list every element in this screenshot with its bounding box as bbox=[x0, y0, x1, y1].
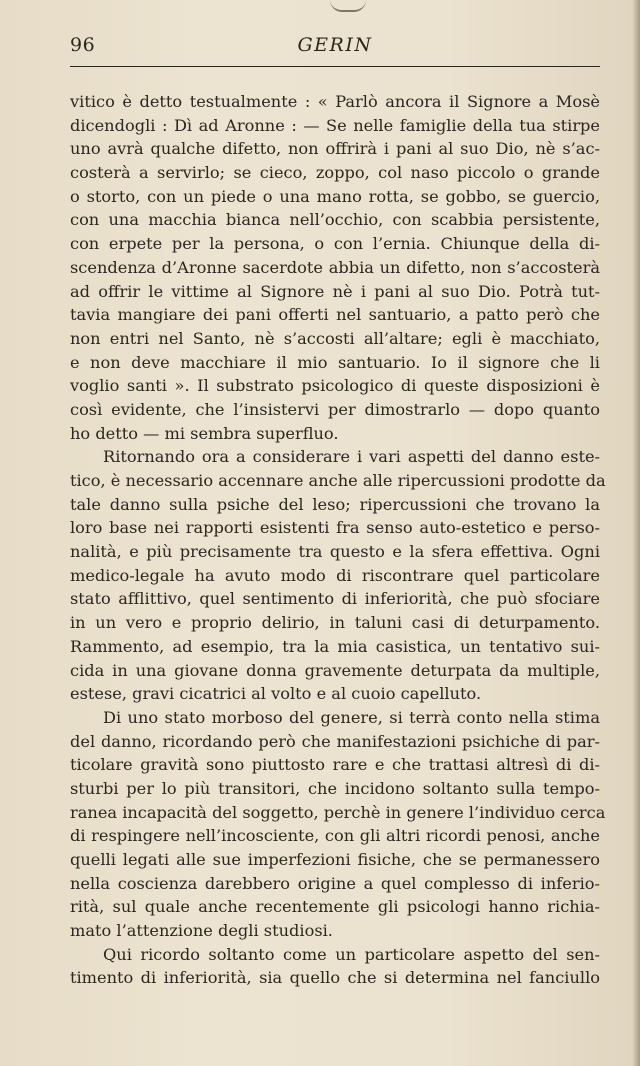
text-line: ticolare gravità sono piuttosto rare e che trattasi altresì di di- bbox=[70, 755, 600, 775]
text-line: Ritornando ora a considerare i vari aspetti del danno este- bbox=[103, 447, 600, 467]
text-line: costerà a servirlo; se cieco, zoppo, col naso piccolo o grande bbox=[70, 163, 600, 183]
body-text bbox=[70, 90, 606, 990]
text-line: o storto, con un piede o una mano rotta, se gobbo, se guercio, bbox=[70, 186, 600, 206]
text-line: così evidente, che l’insistervi per dimostrarlo — dopo quanto bbox=[70, 399, 600, 419]
text-line: tale danno sulla psiche del leso; ripercussioni che trovano la bbox=[70, 494, 600, 514]
text-line: nalità, e più precisamente tra questo e la sfera effettiva. Ogni bbox=[70, 542, 600, 562]
text-line: con erpete per la persona, o con l’ernia. Chiunque della di- bbox=[70, 234, 600, 254]
text-line: quelli legati alle sue imperfezioni fisiche, che se permanessero bbox=[70, 850, 600, 869]
header-rule bbox=[70, 66, 600, 67]
text-line: sturbi per lo più transitori, che incidono soltanto sulla tempo- bbox=[70, 778, 600, 798]
page-header bbox=[70, 34, 600, 64]
text-line: ad offrir le vittime al Signore nè i pani al suo Dio. Potrà tut- bbox=[70, 281, 600, 301]
text-line: Qui ricordo soltanto come un particolare aspetto del sen- bbox=[103, 944, 600, 964]
text-line: ranea incapacità del soggetto, perchè in genere l’individuo cerca bbox=[70, 802, 606, 822]
paragraph bbox=[70, 706, 606, 943]
text-line: tavia mangiare dei pani offerti nel santuario, a patto però che bbox=[70, 305, 600, 325]
text-line: in un vero e proprio delirio, in taluni casi di deturpamento. bbox=[70, 613, 600, 633]
paragraph bbox=[70, 943, 600, 990]
text-line: uno avrà qualche difetto, non offrirà i pani al suo Dio, nè s’ac- bbox=[70, 139, 600, 159]
paragraph bbox=[70, 90, 600, 445]
text-line: non entri nel Santo, nè s’accosti all’altare; egli è macchiato, bbox=[70, 328, 600, 348]
text-line: Rammento, ad esempio, tra la mia casistica, un tentativo sui- bbox=[70, 636, 600, 656]
text-line: cida in una giovane donna gravemente deturpata da multiple, bbox=[70, 660, 600, 680]
text-line: stato afflittivo, quel sentimento di inferiorità, che può sfociare bbox=[70, 589, 600, 609]
page-number: 96 bbox=[70, 34, 96, 56]
text-line: dicendogli : Dì ad Aronne : — Se nelle famiglie della tua stirpe bbox=[70, 115, 600, 135]
text-line: scendenza d’Aronne sacerdote abbia un difetto, non s’accosterà bbox=[70, 257, 600, 277]
text-line: mato l’attenzione degli studiosi. bbox=[70, 921, 333, 941]
text-line: timento di inferiorità, sia quello che si determina nel fanciullo bbox=[70, 968, 600, 988]
text-line: e non deve macchiare il mio santuario. Io il signore che li bbox=[70, 352, 600, 372]
text-line: estese, gravi cicatrici al volto e al cuoio capelluto. bbox=[70, 684, 482, 704]
text-line: medico-legale ha avuto modo di riscontrare quel particolare bbox=[70, 565, 600, 585]
text-line: nella coscienza darebbero origine a quel complesso di inferio- bbox=[70, 873, 600, 893]
text-line: tico, è necessario accennare anche alle ripercussioni prodotte da bbox=[70, 471, 606, 490]
text-line: del danno, ricordando però che manifestazioni psichiche di par- bbox=[70, 731, 600, 751]
text-line: con una macchia bianca nell’occhio, con scabbia persistente, bbox=[70, 210, 600, 230]
text-line: Di uno stato morboso del genere, si terrà conto nella stima bbox=[103, 707, 600, 727]
paragraph bbox=[70, 445, 606, 706]
text-line: ho detto — mi sembra superfluo. bbox=[70, 423, 339, 443]
running-head: GERIN bbox=[297, 34, 373, 56]
text-line: voglio santi ». Il substrato psicologico di queste disposizioni è bbox=[70, 376, 600, 396]
page-edge-shadow bbox=[632, 0, 640, 1066]
text-line: rità, sul quale anche recentemente gli psicologi hanno richia- bbox=[70, 897, 600, 917]
text-line: di respingere nell’incosciente, con gli altri ricordi penosi, anche bbox=[70, 826, 600, 846]
page-top-mark bbox=[330, 0, 366, 12]
text-line: loro base nei rapporti esistenti fra senso auto-estetico e perso- bbox=[70, 518, 600, 538]
text-line: vitico è detto testualmente : « Parlò ancora il Signore a Mosè bbox=[70, 92, 600, 111]
